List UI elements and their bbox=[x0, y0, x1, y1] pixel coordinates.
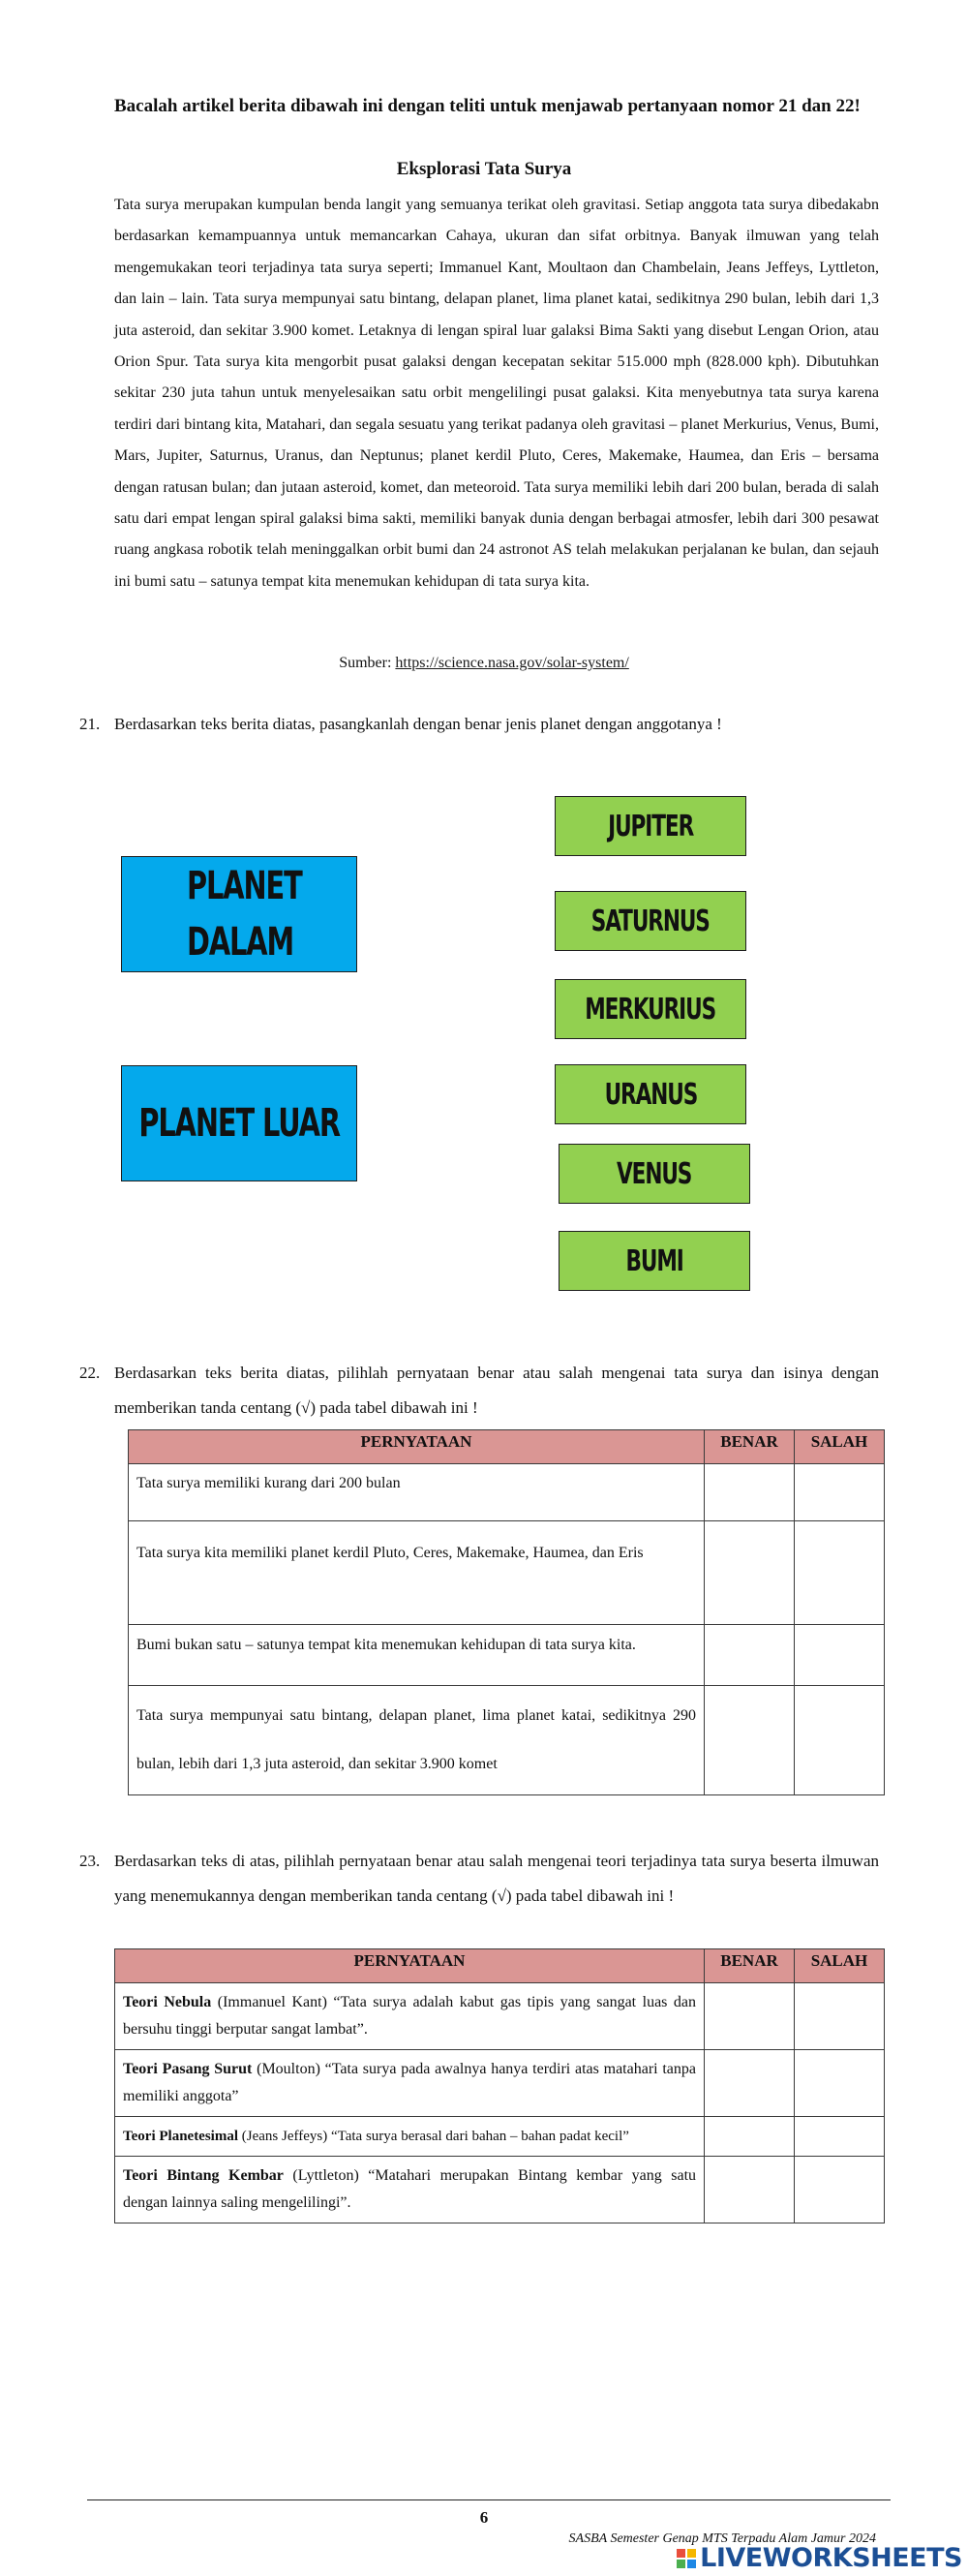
salah-checkbox[interactable] bbox=[795, 1625, 885, 1686]
footer-text: SASBA Semester Genap MTS Terpadu Alam Jamur 2024 bbox=[568, 2531, 876, 2546]
benar-checkbox[interactable] bbox=[705, 1686, 795, 1795]
planet-card-uranus[interactable] bbox=[555, 1064, 746, 1124]
table-row bbox=[129, 1625, 885, 1686]
statement-cell bbox=[115, 2157, 705, 2223]
table-row bbox=[129, 1686, 885, 1795]
table-row bbox=[115, 1983, 885, 2050]
source-link[interactable]: https://science.nasa.gov/solar-system/ bbox=[395, 655, 629, 671]
footer-divider bbox=[87, 2499, 891, 2500]
article-source bbox=[0, 655, 968, 672]
benar-checkbox[interactable] bbox=[705, 1625, 795, 1686]
statement-cell: Tata surya memiliki kurang dari 200 bulan bbox=[129, 1464, 705, 1521]
statement-cell: Tata surya mempunyai satu bintang, delapan planet, lima planet katai, sedikitnya 290 bulan, lebih dari 1,3 juta asteroid, dan sekitar 3.900 komet bbox=[129, 1686, 705, 1795]
benar-checkbox[interactable] bbox=[705, 1464, 795, 1521]
planet-label: BUMI bbox=[625, 1243, 683, 1278]
header-pernyataan: PERNYATAAN bbox=[115, 1949, 705, 1983]
salah-checkbox[interactable] bbox=[795, 2050, 885, 2117]
statement-cell: Bumi bukan satu – satunya tempat kita menemukan kehidupan di tata surya kita. bbox=[129, 1625, 705, 1686]
header-pernyataan: PERNYATAAN bbox=[129, 1430, 705, 1464]
theory-name: Teori Pasang Surut bbox=[123, 2061, 253, 2077]
planet-card-saturnus[interactable] bbox=[555, 891, 746, 951]
benar-checkbox[interactable] bbox=[705, 2117, 795, 2157]
category-label: PLANET DALAM bbox=[187, 864, 302, 965]
salah-checkbox[interactable] bbox=[795, 1521, 885, 1625]
theory-name: Teori Planetesimal bbox=[123, 2129, 239, 2144]
planet-card-bumi[interactable] bbox=[559, 1231, 750, 1291]
statement-cell bbox=[115, 2050, 705, 2117]
planet-label: JUPITER bbox=[607, 809, 693, 843]
benar-checkbox[interactable] bbox=[705, 2157, 795, 2223]
liveworksheets-logo[interactable] bbox=[677, 2543, 962, 2573]
theory-statement: (Jeans Jeffeys) “Tata surya berasal dari bahan – bahan padat kecil” bbox=[238, 2129, 629, 2144]
q22-text: Berdasarkan teks berita diatas, pilihlah pernyataan benar atau salah mengenai tata surya dan isinya dengan memberikan tanda centang (√) pada tabel dibawah ini ! bbox=[114, 1364, 879, 1417]
planet-card-merkurius[interactable] bbox=[555, 979, 746, 1039]
category-planet-luar[interactable] bbox=[121, 1065, 357, 1181]
q21-text: Berdasarkan teks berita diatas, pasangkanlah dengan benar jenis planet dengan anggotanya ! bbox=[114, 715, 722, 733]
page-number: 6 bbox=[479, 2508, 489, 2527]
liveworksheets-grid-icon bbox=[677, 2549, 696, 2568]
q22-table bbox=[128, 1429, 885, 1795]
statement-cell bbox=[115, 1983, 705, 2050]
header-salah: SALAH bbox=[795, 1949, 885, 1983]
salah-checkbox[interactable] bbox=[795, 1464, 885, 1521]
planet-label: MERKURIUS bbox=[585, 992, 716, 1027]
reading-instruction: Bacalah artikel berita dibawah ini dengan teliti untuk menjawab pertanyaan nomor 21 dan 22! bbox=[114, 96, 861, 116]
table-header-row bbox=[129, 1430, 885, 1464]
theory-name: Teori Bintang Kembar bbox=[123, 2167, 284, 2184]
q23-number: 23. bbox=[79, 1852, 101, 1870]
salah-checkbox[interactable] bbox=[795, 1686, 885, 1795]
theory-name: Teori Nebula bbox=[123, 1994, 212, 2010]
q23-text: Berdasarkan teks di atas, pilihlah pernyataan benar atau salah mengenai teori terjadinya tata surya beserta ilmuwan yang menemukannya dengan memberikan tanda centang (√) pada tabel dibawah ini ! bbox=[114, 1852, 879, 1905]
planet-card-jupiter[interactable] bbox=[555, 796, 746, 856]
source-label: Sumber: bbox=[339, 655, 392, 671]
table-header-row bbox=[115, 1949, 885, 1983]
q22-number: 22. bbox=[79, 1364, 101, 1382]
category-planet-dalam[interactable] bbox=[121, 856, 357, 972]
theory-statement: (Immanuel Kant) “Tata surya adalah kabut gas tipis yang sangat luas dan bersuhu tinggi berputar sangat lambat”. bbox=[123, 1994, 697, 2038]
header-benar: BENAR bbox=[705, 1430, 795, 1464]
q23-table bbox=[114, 1948, 885, 2223]
theory-statement: (Lyttleton) “Matahari merupakan Bintang kembar yang satu dengan lainnya saling mengelilingi”. bbox=[123, 2167, 697, 2211]
category-label: PLANET LUAR bbox=[138, 1101, 340, 1146]
table-row bbox=[115, 2117, 885, 2157]
salah-checkbox[interactable] bbox=[795, 2117, 885, 2157]
planet-label: VENUS bbox=[617, 1156, 692, 1191]
theory-statement: (Moulton) “Tata surya pada awalnya hanya terdiri atas matahari tanpa memiliki anggota” bbox=[123, 2061, 696, 2104]
planet-card-venus[interactable] bbox=[559, 1144, 750, 1204]
statement-cell bbox=[115, 2117, 705, 2157]
table-row bbox=[115, 2157, 885, 2223]
header-salah: SALAH bbox=[795, 1430, 885, 1464]
article-body: Tata surya merupakan kumpulan benda langit yang semuanya terikat oleh gravitasi. Setiap anggota tata surya dibedakabn berdasarkan kemampuannya untuk memancarkan Cahaya, ukuran dan sifat orbitnya. Banyak ilmuwan yang telah mengemukakan teori terjadinya tata surya seperti; Immanuel Kant, Moultaon dan Chambelain, Jeans Jeffeys, Lyttleton, dan lain – lain. Tata surya mempunyai satu bintang, delapan planet, lima planet katai, sedikitnya 290 bulan, lebih dari 1,3 juta asteroid, dan sekitar 3.900 komet. Letaknya di lengan spiral luar galaksi Bima Sakti yang disebut Lengan Orion, atau Orion Spur. Tata surya kita mengorbit pusat galaksi dengan kecepatan sekitar 515.000 mph (828.000 kph). Dibutuhkan sekitar 230 juta tahun untuk menyelesaikan satu orbit mengelilingi pusat galaksi. Kita menyebutnya tata surya karena terdiri dari bintang kita, Matahari, dan segala sesuatu yang terikat padanya oleh gravitasi – planet Merkurius, Venus, Bumi, Mars, Jupiter, Saturnus, Uranus, dan Neptunus; planet kerdil Pluto, Ceres, Makemake, Haumea, dan Eris – bersama dengan ratusan bulan; dan jutaan asteroid, komet, dan meteoroid. Tata surya memiliki lebih dari 200 bulan, berada di salah satu dari empat lengan spiral galaksi bima sakti, memiliki banyak dunia dengan berbagai atmosfer, lebih dari 300 pesawat ruang angkasa robotik telah meninggalkan orbit bumi dan 24 astronot AS telah melakukan perjalanan ke bulan, dan sejauh ini bumi satu – satunya tempat kita menemukan kehidupan di tata surya kita. bbox=[114, 197, 879, 590]
table-row bbox=[115, 2050, 885, 2117]
salah-checkbox[interactable] bbox=[795, 2157, 885, 2223]
table-row bbox=[129, 1521, 885, 1625]
article-title: Eksplorasi Tata Surya bbox=[396, 159, 572, 179]
table-row bbox=[129, 1464, 885, 1521]
benar-checkbox[interactable] bbox=[705, 1983, 795, 2050]
statement-cell: Tata surya kita memiliki planet kerdil Pluto, Ceres, Makemake, Haumea, dan Eris bbox=[129, 1521, 705, 1625]
q21-number: 21. bbox=[79, 715, 101, 733]
planet-label: URANUS bbox=[604, 1077, 697, 1112]
benar-checkbox[interactable] bbox=[705, 2050, 795, 2117]
benar-checkbox[interactable] bbox=[705, 1521, 795, 1625]
header-benar: BENAR bbox=[705, 1949, 795, 1983]
salah-checkbox[interactable] bbox=[795, 1983, 885, 2050]
planet-label: SATURNUS bbox=[590, 904, 711, 938]
brand-text: LIVEWORKSHEETS bbox=[700, 2543, 962, 2573]
